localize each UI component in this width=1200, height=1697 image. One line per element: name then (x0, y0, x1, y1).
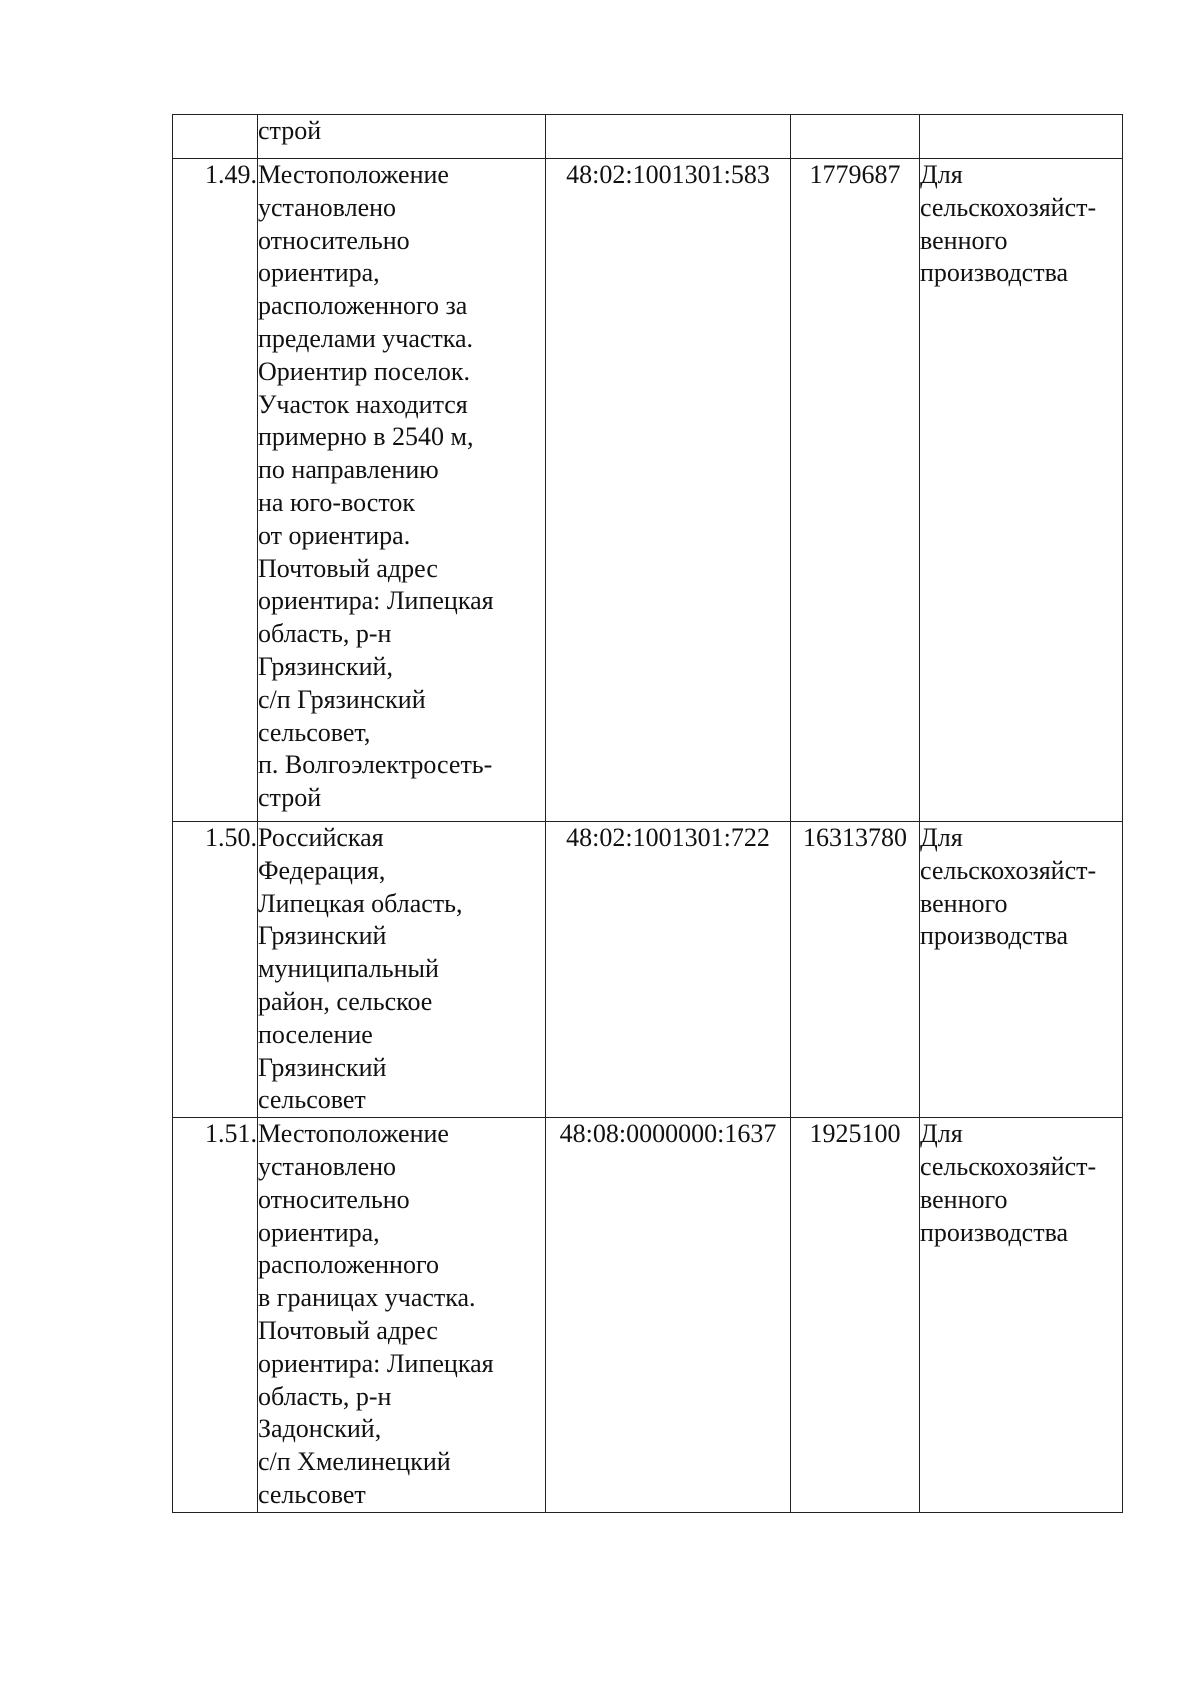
row-number-cell (173, 1118, 258, 1513)
cadastral-number-cell (546, 1118, 791, 1513)
permitted-use: Для сельскохозяйст- венного производства (920, 823, 1097, 951)
area-cell (791, 115, 920, 159)
row-number: 1.51. (205, 1119, 257, 1149)
cadastral-number-cell (546, 115, 791, 159)
table-row (173, 1118, 1123, 1513)
permitted-use-cell (920, 822, 1123, 1118)
cadastral-number: 48:08:0000000:1637 (559, 1119, 777, 1149)
row-number: 1.50. (205, 823, 257, 852)
area-cell (791, 1118, 920, 1513)
permitted-use: Для сельскохозяйст- венного производства (920, 160, 1097, 288)
permitted-use: Для сельскохозяйст- венного производства (920, 1119, 1097, 1247)
address-cell (258, 115, 546, 159)
address-text: Российская Федерация, Липецкая область, Грязинский муниципальный район, сельское поселение Грязинский сельсовет (258, 823, 463, 1115)
address-cell (258, 1118, 546, 1513)
address-text: строй (258, 116, 322, 145)
permitted-use-cell (920, 1118, 1123, 1513)
area-cell (791, 159, 920, 822)
area-value: 16313780 (803, 823, 907, 852)
address-cell (258, 822, 546, 1118)
permitted-use-cell (920, 115, 1123, 159)
cadastral-number-cell (546, 822, 791, 1118)
cadastral-number-cell (546, 159, 791, 822)
table-row (173, 822, 1123, 1118)
cadastral-number: 48:02:1001301:583 (566, 160, 770, 189)
row-number-cell (173, 822, 258, 1118)
permitted-use-cell (920, 159, 1123, 822)
cadastral-number: 48:02:1001301:722 (566, 823, 770, 852)
area-value: 1779687 (809, 160, 901, 189)
address-cell (258, 159, 546, 822)
area-value: 1925100 (809, 1119, 901, 1149)
land-plots-table (172, 114, 1123, 1513)
row-number-cell (173, 159, 258, 822)
address-text: Местоположение установлено относительно ориентира, расположенного за пределами участка. Ориентир поселок. Участок находится примерно в 2540 м, по направлению на юго-восток от ориентира. Почтовый адрес ориентира: Липецкая область, р-н Грязинский, с/п Грязинский сельсовет, п. Волгоэлектросеть- строй (258, 160, 494, 813)
row-number: 1.49. (205, 160, 257, 189)
table-row (173, 159, 1123, 822)
table-row (173, 115, 1123, 159)
address-text: Местоположение установлено относительно ориентира, расположенного в границах участка. Почтовый адрес ориентира: Липецкая область, р-н Задонский, с/п Хмелинецкий сельсовет (258, 1119, 494, 1509)
area-cell (791, 822, 920, 1118)
row-number-cell (173, 115, 258, 159)
